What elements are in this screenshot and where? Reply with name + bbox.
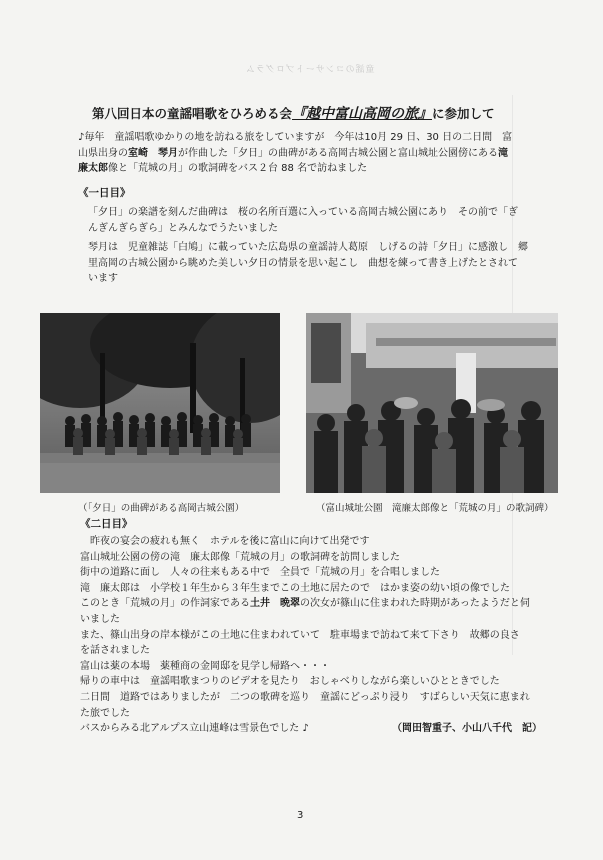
- day1-paragraph-1: [88, 205, 548, 236]
- day2-line: 富山は薬の本場 薬種商の金岡邸を見学し帰路へ・・・: [80, 660, 330, 672]
- intro-line: 山県出身の室崎 琴月が作曲した「夕日」の曲碑がある高岡古城公園と富山城址公園傍にある滝: [78, 147, 508, 159]
- day2-line: 滝 廉太郎は 小学校１年生から３年生までこの土地に居たので はかま姿の幼い頃の像でした: [80, 582, 510, 594]
- intro-line: 毎年 童謡唱歌ゆかりの地を訪ねる旅をしていますが 今年は10月 29 日、30 日の二日間 富: [84, 132, 513, 143]
- photo-caption-right: （富山城址公園 滝廉太郎像と「荒城の月」の歌詞碑）: [316, 503, 554, 514]
- day2-line: 街中の道路に面し 人々の往来もある中で 全員で「荒城の月」を合唱しました: [80, 567, 440, 579]
- day1-line: います: [88, 273, 118, 285]
- day1-line: 琴月は 児童雑誌「白鳩」に載っていた広島県の童謡詩人葛原 しげるの詩「夕日」に感激し 郷: [88, 242, 528, 253]
- day2-line: 二日間 道路ではありましたが 二つの歌碑を巡り 童謡にどっぷり浸り すばらしい天気に恵まれ: [80, 691, 530, 703]
- day2-line: 帰りの車中は 童謡唱歌まつりのビデオを見たり おしゃべりしながら楽しいひとときでした: [80, 676, 500, 688]
- title-suffix: に参加して: [432, 106, 495, 121]
- day1-line: 「夕日」の楽譜を刻んだ曲碑は 桜の名所百選に入っている高岡古城公園にあり その前で「ぎ: [88, 207, 518, 218]
- day2-line: このとき「荒城の月」の作詞家である土井 晩翠の次女が篠山に住まわれた時期があったようだと伺: [80, 598, 530, 610]
- day2-paragraph: [80, 534, 542, 737]
- day2-heading: 《二日目》: [80, 518, 133, 530]
- day1-line: 里高岡の古城公園から眺めた美しい夕日の情景を思い起こし 曲想を練って書き上げたとされて: [88, 257, 518, 269]
- day1-paragraph-2: [88, 240, 548, 287]
- day2-last-line: [80, 721, 542, 737]
- page-title: [92, 103, 562, 123]
- author-signature: （岡田智重子、小山八千代 記）: [392, 723, 542, 735]
- intro-paragraph: [78, 130, 538, 177]
- day1-line: んぎんぎらぎら」とみんなでうたいました: [88, 222, 278, 234]
- day2-line: た旅でした: [80, 707, 130, 719]
- day2-line: また、篠山出身の岸本様がこの土地に住まわれていて 駐車場まで訪ねて来て下さり 故郷の良さ: [80, 629, 520, 641]
- title-prefix: 第八回日本の童謡唱歌をひろめる会: [92, 106, 293, 121]
- day2-line: バスからみる北アルプス立山連峰は雪景色でした ♪: [80, 723, 309, 735]
- day2-line: を話されました: [80, 645, 150, 657]
- day2-line: 昨夜の宴会の疲れも無く ホテルを後に富山に向けて出発です: [80, 536, 370, 547]
- intro-line: 廉太郎像と「荒城の月」の歌詞碑をバス２台 88 名で訪ねました: [78, 163, 368, 175]
- music-note-icon: ♪: [78, 132, 85, 143]
- page-number: 3: [297, 810, 304, 821]
- photo-caption-left: （「夕日」の曲碑がある高岡古城公園）: [78, 503, 245, 514]
- crowd-photo-monument: [306, 313, 558, 493]
- day2-line: いました: [80, 613, 120, 625]
- day2-line: 富山城址公園の傍の滝 廉太郎像「荒城の月」の歌詞碑を訪問しました: [80, 551, 400, 563]
- title-trip-name: 『越中富山高岡の旅』: [292, 106, 433, 122]
- bleed-through-text: 童謡のコンサートプログラム: [245, 65, 375, 75]
- group-photo-park: [40, 313, 280, 493]
- day1-heading: 《一日目》: [78, 187, 131, 199]
